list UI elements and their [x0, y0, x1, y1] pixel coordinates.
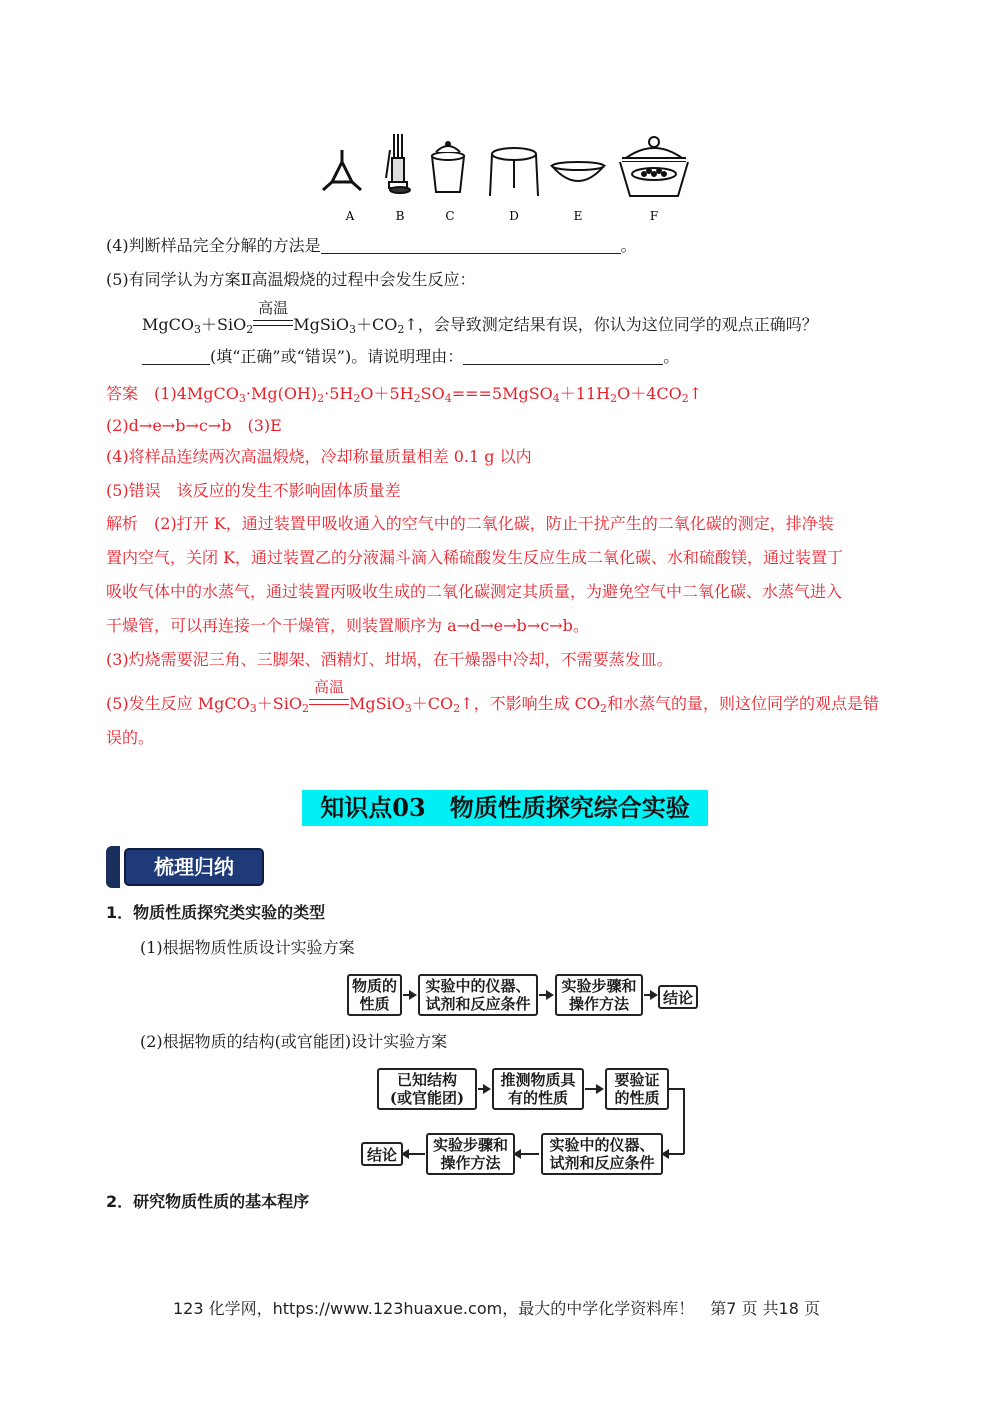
eq-text: SO — [420, 384, 445, 403]
eq-sub: 2 — [413, 392, 421, 405]
desiccator-icon — [620, 137, 688, 196]
eq-sub: 2 — [317, 392, 325, 405]
flow-arrow — [515, 1153, 539, 1155]
flow2-box-structure — [377, 1068, 477, 1110]
heading-1: 1．物质性质探究类实验的类型 — [106, 903, 326, 922]
eq-text: ＋CO — [411, 694, 454, 713]
flow2-box-text: 要验证 的性质 — [614, 1071, 660, 1107]
eq-text: ＋SiO — [256, 694, 302, 713]
eq-sub: 2 — [353, 392, 361, 405]
question-4-text: (4)判断样品完全分解的方法是 — [106, 236, 321, 255]
flow2-box-text: 实验中的仪器、 试剂和反应条件 — [549, 1136, 655, 1172]
analysis-label: 解析 — [106, 514, 139, 533]
flow1-box-text: 结论 — [662, 989, 693, 1007]
flow2-box-predict — [492, 1068, 584, 1110]
eq-text: 5MgSO — [491, 384, 553, 403]
answer-line-1 — [106, 384, 702, 404]
flow-connector — [683, 1088, 685, 1154]
eq-sub: 2 — [453, 702, 461, 715]
flow1-box-instruments — [418, 974, 538, 1016]
eq-text: ↑ — [688, 384, 703, 403]
reaction-condition — [309, 678, 349, 714]
flow2-box-text: 结论 — [366, 1146, 397, 1164]
apparatus-label-d: D — [509, 209, 519, 223]
apparatus-label-c: C — [445, 209, 455, 223]
flow-arrow — [403, 994, 415, 996]
eq-text: MgSiO — [293, 315, 350, 334]
flow2-box-conclusion — [361, 1142, 403, 1166]
flow1-box-text: 实验步骤和 操作方法 — [561, 977, 637, 1013]
flow1-box-text: 实验中的仪器、 试剂和反应条件 — [425, 977, 531, 1013]
reaction-condition — [253, 299, 293, 335]
eq-text: ·Mg(OH) — [245, 384, 318, 403]
eq-text: MgCO — [142, 315, 194, 334]
question-4-end: 。 — [620, 236, 637, 255]
eq-sub: 2 — [246, 323, 254, 336]
alcohol-lamp-icon — [386, 134, 410, 193]
crucible-icon — [432, 142, 464, 192]
q5-prompt: (填“正确”或“错误”)。请说明理由： — [210, 347, 464, 366]
flow1-box-steps — [555, 974, 643, 1016]
flow2-box-text: 推测物质具 有的性质 — [500, 1071, 576, 1107]
eq-text: ＋11H — [559, 384, 611, 403]
flow-connector — [669, 1088, 684, 1090]
condition-label: 高温 — [313, 678, 344, 696]
analysis-line-4: 干燥管，可以再连接一个干燥管，则装置顺序为 a→d→e→b→c→b。 — [106, 616, 589, 635]
flow-arrow — [585, 1088, 602, 1090]
eq-text: ↑，会导致测定结果有误，你认为这位同学的观点正确吗？ — [404, 315, 818, 334]
subheading-2: (2)根据物质的结构(或官能团)设计实验方案 — [140, 1032, 448, 1051]
analysis-line-1 — [106, 514, 834, 534]
eq-text: O＋5H — [360, 384, 414, 403]
clay-triangle-icon — [323, 150, 361, 190]
summary-badge — [106, 846, 264, 888]
eq-sub: 2 — [610, 392, 618, 405]
flow2-box-text: 已知结构 (或官能团) — [389, 1071, 465, 1107]
apparatus-figure — [320, 130, 690, 230]
question-5-line3 — [142, 347, 679, 367]
subheading-1: (1)根据物质性质设计实验方案 — [140, 938, 355, 957]
eq-sub: 3 — [238, 392, 246, 405]
eq-text: MgSiO — [348, 694, 405, 713]
flow1-box-conclusion — [658, 985, 698, 1009]
apparatus-label-a: A — [345, 209, 355, 223]
analysis-text: (2)打开 K，通过装置甲吸收通入的空气中的二氧化碳，防止干扰产生的二氧化碳的测定，排净装 — [154, 514, 834, 533]
analysis-line-3: 吸收气体中的水蒸气，通过装置丙吸收生成的二氧化碳测定其质量，为避免空气中二氧化碳、水蒸气进入 — [106, 582, 843, 601]
answer-blank — [142, 348, 210, 365]
answer-blank — [321, 237, 621, 254]
question-5-intro: (5)有同学认为方案Ⅱ高温煅烧的过程中会发生反应： — [106, 270, 476, 289]
heading-2: 2．研究物质性质的基本程序 — [106, 1192, 310, 1211]
eq-sub: 4 — [444, 392, 452, 405]
flow-arrow — [478, 1088, 489, 1090]
analysis-line-5: (3)灼烧需要泥三角、三脚架、酒精灯、坩埚，在干燥器中冷却，不需要蒸发皿。 — [106, 650, 673, 669]
apparatus-label-f: F — [649, 209, 659, 223]
eq-sub: 2 — [681, 392, 689, 405]
page-footer: 123 化学网，https://www.123huaxue.com，最大的中学化学资料库！ 第7 页 共18 页 — [173, 1299, 820, 1318]
eq-text: ＋CO — [356, 315, 398, 334]
eq-sub: 2 — [397, 323, 405, 336]
evaporating-dish-icon — [552, 162, 604, 181]
eq-text: O＋4CO — [617, 384, 682, 403]
question-4 — [106, 236, 637, 256]
answer-blank — [463, 348, 663, 365]
apparatus-label-b: B — [395, 209, 405, 223]
flow2-box-text: 实验步骤和 操作方法 — [432, 1136, 508, 1172]
flow2-box-instruments — [541, 1133, 663, 1175]
flow-arrow — [539, 994, 552, 996]
eq-text: (1)4MgCO — [154, 384, 239, 403]
eq-sub: 3 — [193, 323, 201, 336]
eq-sign: === — [451, 384, 492, 403]
flow1-box-property — [347, 974, 402, 1016]
answer-label: 答案 — [106, 384, 139, 403]
eq-text: ＋SiO — [200, 315, 247, 334]
eq-text: ↑，不影响生成 CO — [460, 694, 601, 713]
eq-sub: 3 — [349, 323, 357, 336]
eq-sub: 3 — [404, 702, 412, 715]
analysis-line-6 — [106, 678, 880, 715]
question-5-equation — [142, 299, 818, 336]
eq-text: 和水蒸气的量，则这位同学的观点是错 — [607, 694, 880, 713]
analysis-line-2: 置内空气，关闭 K，通过装置乙的分液漏斗滴入稀硫酸发生反应生成二氧化碳、水和硫酸镁，通过装置丁 — [106, 548, 844, 567]
eq-sub: 4 — [552, 392, 560, 405]
eq-sub: 2 — [600, 702, 608, 715]
answer-line-2: (2)d→e→b→c→b (3)E — [106, 416, 282, 435]
flow-arrow — [663, 1153, 684, 1155]
answer-line-4: (5)错误 该反应的发生不影响固体质量差 — [106, 481, 401, 500]
flow-arrow — [403, 1153, 425, 1155]
eq-text: ·5H — [324, 384, 354, 403]
apparatus-label-e: E — [573, 209, 583, 223]
q5-end: 。 — [663, 347, 680, 366]
badge-label: 梳理归纳 — [124, 848, 264, 886]
section-title: 知识点03 物质性质探究综合实验 — [302, 790, 708, 826]
flow-arrow — [644, 994, 656, 996]
answer-line-3: (4)将样品连续两次高温煅烧，冷却称量质量相差 0.1 g 以内 — [106, 447, 532, 466]
flow1-box-text: 物质的 性质 — [351, 977, 397, 1013]
eq-text: (5)发生反应 MgCO — [106, 694, 250, 713]
analysis-line-7: 误的。 — [106, 728, 155, 747]
condition-label: 高温 — [258, 299, 289, 317]
flow2-box-steps — [426, 1133, 515, 1175]
tripod-icon — [490, 148, 538, 196]
eq-sub: 2 — [301, 702, 309, 715]
flow2-box-verify — [605, 1068, 669, 1110]
eq-sub: 3 — [249, 702, 257, 715]
badge-bar — [106, 846, 120, 888]
